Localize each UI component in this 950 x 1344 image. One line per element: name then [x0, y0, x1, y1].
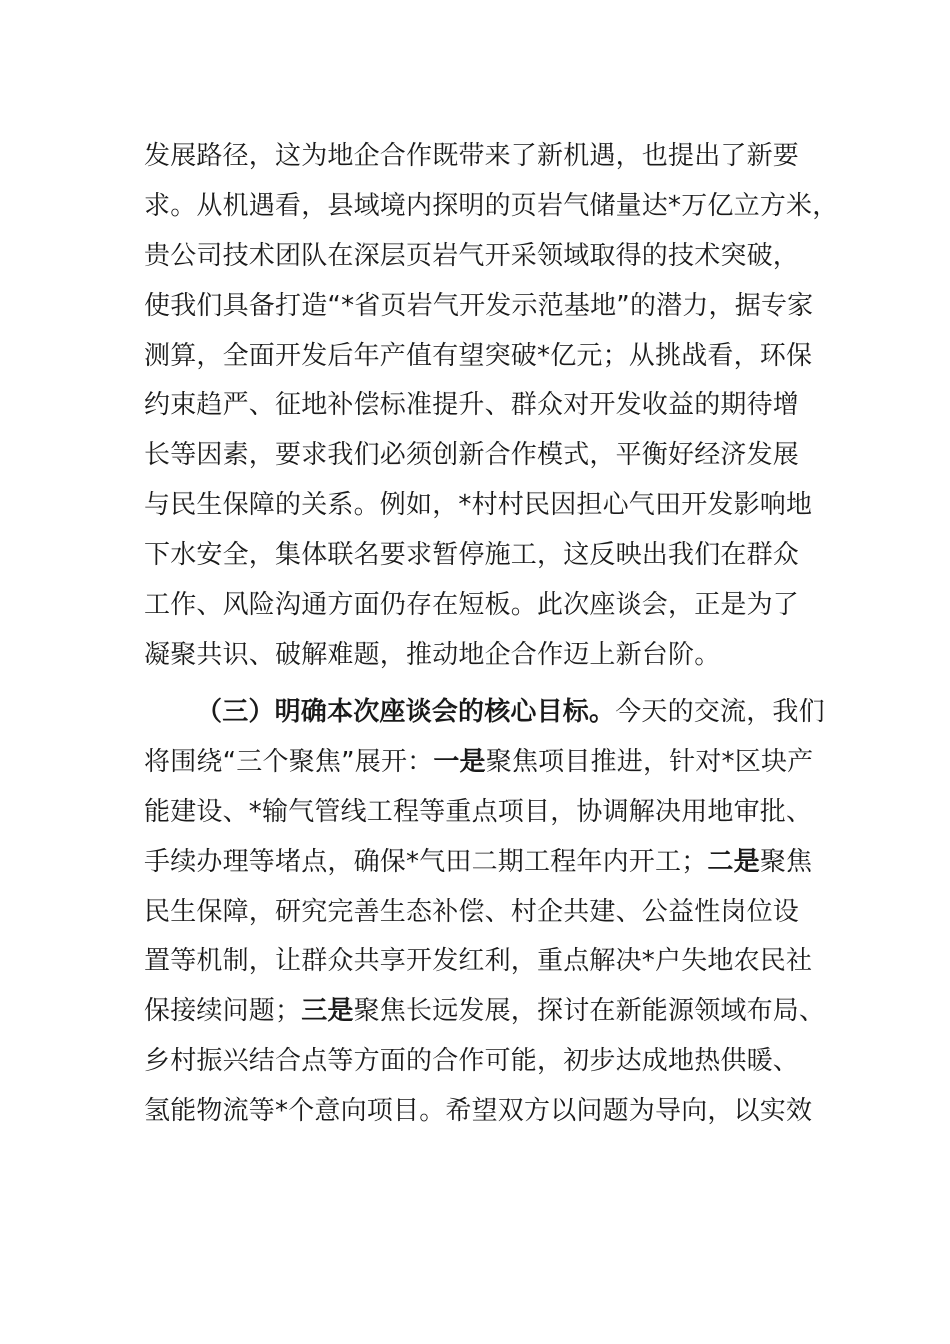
- text-line: 置等机制，让群众共享开发红利，重点解决*户失地农民社: [144, 946, 813, 977]
- text-run: 保接续问题；: [144, 996, 302, 1027]
- text-line: [144, 838, 834, 888]
- paragraph-core-goals: [144, 688, 834, 1137]
- text-line: 工作、风险沟通方面仍存在短板。此次座谈会，正是为了: [144, 590, 800, 621]
- item-label-second: 二是: [707, 846, 760, 877]
- text-run: 手续办理等堵点，确保*气田二期工程年内开工；: [144, 846, 708, 877]
- text-line: 约束趋严、征地补偿标准提升、群众对开发收益的期待增: [144, 390, 800, 421]
- text-run: 聚焦长远发展，探讨在新能源领域布局、: [353, 996, 826, 1027]
- text-line: [144, 987, 834, 1037]
- text-line: 凝聚共识、破解难题，推动地企合作迈上新台阶。: [144, 639, 721, 670]
- text-line: [144, 688, 834, 738]
- text-line: 乡村振兴结合点等方面的合作可能，初步达成地热供暖、: [144, 1046, 800, 1077]
- text-line: 下水安全，集体联名要求暂停施工，这反映出我们在群众: [144, 540, 800, 571]
- text-line: 能建设、*输气管线工程等重点项目，协调解决用地审批、: [144, 796, 813, 827]
- text-line: 氢能物流等*个意向项目。希望双方以问题为导向，以实效: [144, 1096, 813, 1127]
- text-line: 测算，全面开发后年产值有望突破*亿元；从挑战看，环保: [144, 340, 813, 371]
- text-line: 贵公司技术团队在深层页岩气开采领域取得的技术突破，: [144, 240, 800, 271]
- text-line: 使我们具备打造“*省页岩气开发示范基地”的潜力，据专家: [144, 290, 814, 321]
- text-line: 发展路径，这为地企合作既带来了新机遇，也提出了新要: [144, 141, 800, 171]
- text-line: 与民生保障的关系。例如，*村村民因担心气田开发影响地: [144, 490, 813, 521]
- item-label-first: 一是: [433, 746, 486, 777]
- text-run: 聚焦: [759, 846, 813, 877]
- text-run: 将围绕“三个聚焦”展开：: [144, 746, 434, 777]
- paragraph-opportunities-challenges: [144, 132, 839, 681]
- text-line: 长等因素，要求我们必须创新合作模式，平衡好经济发展: [144, 440, 800, 471]
- item-label-third: 三是: [301, 996, 354, 1027]
- text-run: 今天的交流，我们: [615, 697, 825, 727]
- text-line: 求。从机遇看，县域境内探明的页岩气储量达*万亿立方米，: [144, 190, 839, 221]
- section-heading: （三）明确本次座谈会的核心目标。: [196, 697, 616, 727]
- text-run: 聚焦项目推进，针对*区块产: [485, 746, 814, 777]
- text-line: 民生保障，研究完善生态补偿、村企共建、公益性岗位设: [144, 896, 800, 927]
- text-line: [144, 738, 834, 788]
